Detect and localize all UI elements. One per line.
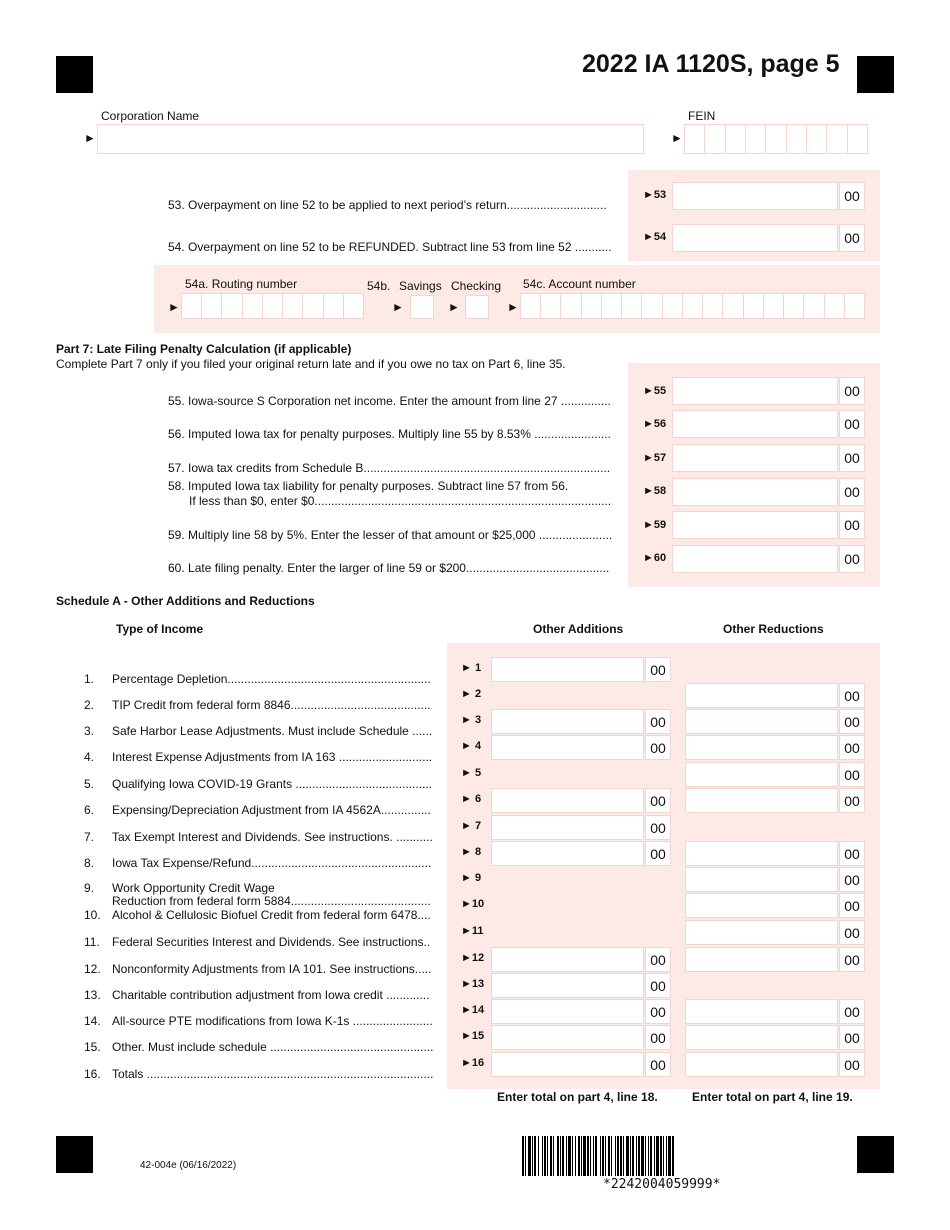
schedule-row-box-number: ►12	[461, 952, 485, 964]
line-60-box-number: ►60	[643, 552, 667, 564]
barcode-bar	[602, 1136, 604, 1176]
schedule-row-box-number: ► 4	[461, 740, 482, 752]
barcode-bar	[575, 1136, 576, 1176]
line-59-cents: 00	[839, 511, 865, 539]
line-58-box-number: ►58	[643, 485, 667, 497]
barcode-bar	[550, 1136, 552, 1176]
other-reductions-cents: 00	[839, 920, 865, 945]
schedule-row-label: Nonconformity Adjustments from IA 101. See instructions.....	[112, 962, 432, 976]
other-additions-input[interactable]	[491, 657, 671, 682]
col-other-additions: Other Additions	[533, 622, 624, 636]
line-56-label: 56. Imputed Iowa tax for penalty purposes. Multiply line 55 by 8.53% .......................	[168, 427, 611, 441]
schedule-row-label: Safe Harbor Lease Adjustments. Must include Schedule ......	[112, 724, 433, 738]
line-55-box-number: ►55	[643, 385, 667, 397]
other-reductions-cents: 00	[839, 735, 865, 760]
barcode-bar	[532, 1136, 533, 1176]
other-reductions-input[interactable]	[685, 1052, 865, 1077]
arrow-icon: ►	[671, 131, 683, 145]
arrow-icon: ►	[84, 131, 96, 145]
other-additions-input[interactable]	[491, 788, 671, 813]
schedule-row-label: All-source PTE modifications from Iowa K-1s ........................	[112, 1014, 433, 1028]
col-type-of-income: Type of Income	[116, 622, 204, 636]
schedule-row-box-number: ► 6	[461, 793, 482, 805]
schedule-row-box-number: ►14	[461, 1004, 485, 1016]
part7-heading: Part 7: Late Filing Penalty Calculation (if applicable)	[56, 342, 352, 356]
barcode-bar	[636, 1136, 637, 1176]
other-additions-input[interactable]	[491, 973, 671, 998]
barcode-bar	[617, 1136, 619, 1176]
other-additions-cents: 00	[645, 1052, 671, 1077]
line-54-cents: 00	[839, 224, 865, 252]
line-53-amount-input[interactable]	[672, 182, 865, 210]
other-additions-input[interactable]	[491, 815, 671, 840]
other-reductions-input[interactable]	[685, 735, 865, 760]
schedule-row-label: TIP Credit from federal form 8846..........................................	[112, 698, 431, 712]
line-55-label: 55. Iowa-source S Corporation net income. Enter the amount from line 27 ...............	[168, 394, 611, 408]
barcode-bar	[638, 1136, 640, 1176]
schedule-a-heading: Schedule A - Other Additions and Reductions	[56, 594, 315, 608]
line-57-cents: 00	[839, 444, 865, 472]
barcode-bar	[544, 1136, 546, 1176]
other-reductions-cents: 00	[839, 762, 865, 787]
schedule-row-number: 14.	[84, 1014, 101, 1028]
line-60-amount-input[interactable]	[672, 545, 865, 573]
other-additions-cents: 00	[645, 999, 671, 1024]
other-reductions-cents: 00	[839, 947, 865, 972]
barcode-bar	[648, 1136, 649, 1176]
line-60-cents: 00	[839, 545, 865, 573]
schedule-row-number: 16.	[84, 1067, 101, 1081]
other-additions-cents: 00	[645, 815, 671, 840]
other-reductions-cents: 00	[839, 788, 865, 813]
barcode-bar	[525, 1136, 526, 1176]
schedule-row-label: Other. Must include schedule .................................................	[112, 1040, 434, 1054]
line-57-box-number: ►57	[643, 452, 667, 464]
schedule-row-number: 9.	[84, 881, 95, 895]
barcode-bar	[605, 1136, 606, 1176]
schedule-row-number: 10.	[84, 908, 101, 922]
barcode-bar	[672, 1136, 674, 1176]
schedule-row-number: 11.	[84, 935, 100, 949]
other-reductions-cents: 00	[839, 999, 865, 1024]
barcode-bar	[522, 1136, 524, 1176]
account-type-label: 54b.	[367, 279, 391, 293]
line-59-amount-input[interactable]	[672, 511, 865, 539]
barcode-bar	[557, 1136, 559, 1176]
schedule-row-label: Iowa Tax Expense/Refund......................................................	[112, 856, 432, 870]
schedule-row-label: Interest Expense Adjustments from IA 163 ............................	[112, 750, 433, 764]
schedule-row-label: Work Opportunity Credit Wage	[112, 881, 275, 895]
registration-mark-bottom-right	[857, 1136, 894, 1173]
schedule-row-number: 1.	[84, 672, 95, 686]
barcode-bar	[547, 1136, 548, 1176]
other-reductions-input[interactable]	[685, 841, 865, 866]
fein-label: FEIN	[688, 109, 716, 123]
page-title: 2022 IA 1120S, page 5	[582, 50, 840, 78]
schedule-row-label-cont: Reduction from federal form 5884..........................................	[112, 894, 431, 908]
line-59-box-number: ►59	[643, 519, 667, 531]
barcode	[522, 1136, 802, 1176]
corporation-name-input[interactable]	[97, 124, 644, 154]
barcode-bar	[645, 1136, 646, 1176]
barcode-bar	[615, 1136, 616, 1176]
schedule-row-label: Charitable contribution adjustment from Iowa credit .............	[112, 988, 430, 1002]
line-60-label: 60. Late filing penalty. Enter the larger of line 59 or $200...........................................	[168, 561, 610, 575]
other-reductions-cents: 00	[839, 1052, 865, 1077]
schedule-row-box-number: ►10	[461, 898, 485, 910]
other-reductions-cents: 00	[839, 893, 865, 918]
barcode-bar	[600, 1136, 601, 1176]
barcode-bar	[608, 1136, 610, 1176]
line-56-amount-input[interactable]	[672, 410, 865, 438]
line-55-amount-input[interactable]	[672, 377, 865, 405]
other-reductions-input[interactable]	[685, 947, 865, 972]
other-additions-input[interactable]	[491, 709, 671, 734]
line-57-amount-input[interactable]	[672, 444, 865, 472]
schedule-row-label: Totals ......................................................................................	[112, 1067, 434, 1081]
schedule-row-box-number: ►15	[461, 1030, 485, 1042]
line-57-label: 57. Iowa tax credits from Schedule B..........................................................................	[168, 461, 611, 475]
other-reductions-input[interactable]	[685, 683, 865, 708]
schedule-row-label: Tax Exempt Interest and Dividends. See instructions. ...........	[112, 830, 433, 844]
barcode-bar	[578, 1136, 580, 1176]
barcode-bar	[632, 1136, 634, 1176]
other-additions-input[interactable]	[491, 1025, 671, 1050]
line-54-box-number: ►54	[643, 231, 667, 243]
schedule-row-number: 5.	[84, 777, 95, 791]
barcode-bar	[572, 1136, 573, 1176]
form-id: 42-004e (06/16/2022)	[140, 1160, 237, 1171]
schedule-row-box-number: ► 5	[461, 767, 482, 779]
routing-number-input[interactable]	[181, 293, 364, 319]
barcode-bar	[656, 1136, 659, 1176]
schedule-row-box-number: ►13	[461, 978, 485, 990]
barcode-bar	[626, 1136, 629, 1176]
schedule-row-number: 6.	[84, 803, 95, 817]
line-54-amount-input[interactable]	[672, 224, 865, 252]
schedule-row-box-number: ► 7	[461, 820, 482, 832]
barcode-bar	[568, 1136, 571, 1176]
other-reductions-input[interactable]	[685, 709, 865, 734]
barcode-bar	[562, 1136, 564, 1176]
schedule-row-number: 3.	[84, 724, 95, 738]
registration-mark-bottom-left	[56, 1136, 93, 1173]
corporation-name-label: Corporation Name	[101, 109, 200, 123]
schedule-row-number: 15.	[84, 1040, 101, 1054]
schedule-row-box-number: ► 3	[461, 714, 482, 726]
arrow-icon: ►	[168, 300, 180, 314]
footer-reductions-note: Enter total on part 4, line 19.	[692, 1090, 853, 1104]
barcode-bar	[650, 1136, 652, 1176]
schedule-row-label: Qualifying Iowa COVID-19 Grants .........................................	[112, 777, 433, 791]
checking-checkbox[interactable]	[465, 295, 489, 319]
schedule-row-number: 8.	[84, 856, 95, 870]
schedule-row-label: Expensing/Depreciation Adjustment from IA 4562A...............	[112, 803, 431, 817]
line-58-cents: 00	[839, 478, 865, 506]
schedule-row-label: Alcohol & Cellulosic Biofuel Credit from federal form 6478....	[112, 908, 431, 922]
barcode-bar	[534, 1136, 536, 1176]
registration-mark-top-left	[56, 56, 93, 93]
schedule-row-label: Percentage Depletion.............................................................	[112, 672, 431, 686]
line-53-label: 53. Overpayment on line 52 to be applied to next period’s return..............................	[168, 198, 607, 212]
barcode-bar	[542, 1136, 543, 1176]
barcode-bar	[660, 1136, 662, 1176]
schedule-row-number: 4.	[84, 750, 95, 764]
other-reductions-input[interactable]	[685, 788, 865, 813]
account-number-label: 54c. Account number	[523, 277, 636, 291]
checking-label: Checking	[451, 279, 502, 293]
other-reductions-cents: 00	[839, 1025, 865, 1050]
fein-input[interactable]	[684, 124, 868, 154]
barcode-bar	[595, 1136, 597, 1176]
other-additions-input[interactable]	[491, 735, 671, 760]
schedule-row-label: Federal Securities Interest and Dividends. See instructions..	[112, 935, 431, 949]
barcode-bar	[590, 1136, 591, 1176]
schedule-row-box-number: ►16	[461, 1057, 485, 1069]
line-58-label: 58. Imputed Iowa tax liability for penalty purposes. Subtract line 57 from 56.	[168, 479, 569, 493]
other-reductions-input[interactable]	[685, 920, 865, 945]
barcode-bar	[566, 1136, 567, 1176]
other-reductions-input[interactable]	[685, 893, 865, 918]
barcode-text: *2242004059999*	[603, 1177, 721, 1192]
line-58-amount-input[interactable]	[672, 478, 865, 506]
other-additions-input[interactable]	[491, 1052, 671, 1077]
line-53-box-number: ►53	[643, 189, 667, 201]
arrow-icon: ►	[507, 300, 519, 314]
other-reductions-cents: 00	[839, 709, 865, 734]
barcode-bar	[666, 1136, 667, 1176]
barcode-bar	[620, 1136, 622, 1176]
schedule-row-box-number: ► 9	[461, 872, 482, 884]
other-reductions-cents: 00	[839, 683, 865, 708]
other-additions-cents: 00	[645, 735, 671, 760]
other-additions-cents: 00	[645, 973, 671, 998]
line-56-box-number: ►56	[643, 418, 667, 430]
barcode-bar	[538, 1136, 539, 1176]
barcode-bar	[560, 1136, 561, 1176]
schedule-row-box-number: ► 2	[461, 688, 482, 700]
other-additions-cents: 00	[645, 709, 671, 734]
schedule-row-box-number: ► 1	[461, 662, 482, 674]
arrow-icon: ►	[448, 300, 460, 314]
other-reductions-input[interactable]	[685, 762, 865, 787]
schedule-row-number: 2.	[84, 698, 95, 712]
arrow-icon: ►	[392, 300, 404, 314]
savings-label: Savings	[399, 279, 442, 293]
barcode-bar	[668, 1136, 671, 1176]
registration-mark-top-right	[857, 56, 894, 93]
barcode-bar	[583, 1136, 586, 1176]
other-additions-input[interactable]	[491, 999, 671, 1024]
other-additions-cents: 00	[645, 788, 671, 813]
barcode-bar	[581, 1136, 582, 1176]
other-reductions-input[interactable]	[685, 1025, 865, 1050]
barcode-bar	[641, 1136, 644, 1176]
line-58-label-cont: If less than $0, enter $0.........................................................................................	[189, 494, 612, 508]
barcode-bar	[630, 1136, 631, 1176]
other-reductions-cents: 00	[839, 841, 865, 866]
part7-instructions: Complete Part 7 only if you filed your original return late and if you owe no tax on Part 6, line 35.	[56, 357, 566, 371]
routing-number-label: 54a. Routing number	[185, 277, 298, 291]
other-reductions-input[interactable]	[685, 999, 865, 1024]
barcode-bar	[587, 1136, 589, 1176]
savings-checkbox[interactable]	[410, 295, 434, 319]
line-55-cents: 00	[839, 377, 865, 405]
line-54-label: 54. Overpayment on line 52 to be REFUNDED. Subtract line 53 from line 52 ...........	[168, 240, 612, 254]
other-reductions-input[interactable]	[685, 867, 865, 892]
other-additions-input[interactable]	[491, 841, 671, 866]
footer-additions-note: Enter total on part 4, line 18.	[497, 1090, 658, 1104]
barcode-bar	[654, 1136, 655, 1176]
line-56-cents: 00	[839, 410, 865, 438]
barcode-bar	[593, 1136, 594, 1176]
account-number-input[interactable]	[520, 293, 865, 319]
col-other-reductions: Other Reductions	[723, 622, 824, 636]
other-additions-cents: 00	[645, 657, 671, 682]
barcode-bar	[553, 1136, 554, 1176]
barcode-bar	[663, 1136, 664, 1176]
barcode-bar	[611, 1136, 612, 1176]
other-additions-cents: 00	[645, 947, 671, 972]
schedule-row-number: 12.	[84, 962, 101, 976]
line-53-cents: 00	[839, 182, 865, 210]
other-additions-cents: 00	[645, 1025, 671, 1050]
other-additions-input[interactable]	[491, 947, 671, 972]
barcode-bar	[528, 1136, 531, 1176]
other-reductions-cents: 00	[839, 867, 865, 892]
schedule-row-box-number: ► 8	[461, 846, 482, 858]
schedule-row-number: 13.	[84, 988, 101, 1002]
schedule-row-box-number: ►11	[461, 925, 484, 937]
schedule-row-number: 7.	[84, 830, 95, 844]
other-additions-cents: 00	[645, 841, 671, 866]
line-59-label: 59. Multiply line 58 by 5%. Enter the lesser of that amount or $25,000 ......................	[168, 528, 613, 542]
barcode-bar	[623, 1136, 624, 1176]
